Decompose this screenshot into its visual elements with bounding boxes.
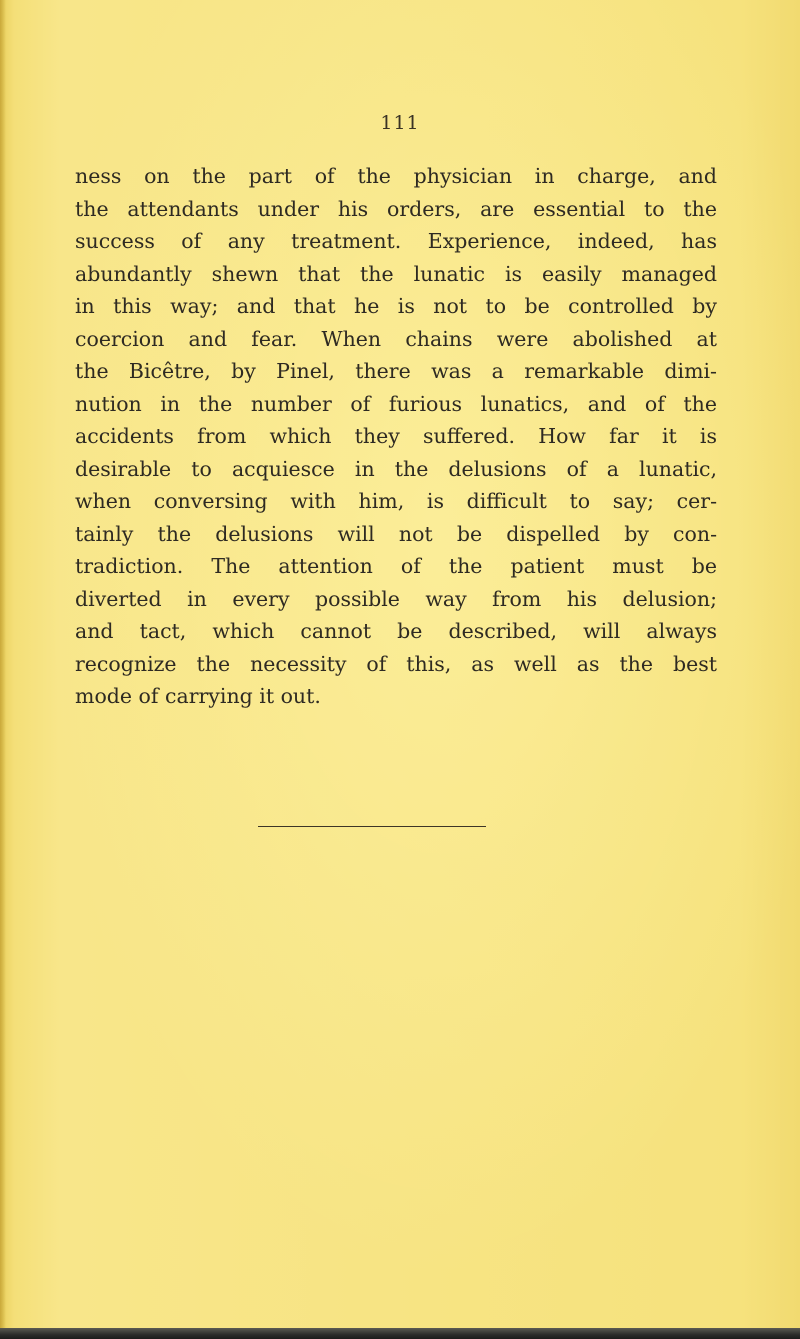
text-line: desirable to acquiesce in the delusions of a lunatic, bbox=[75, 456, 717, 481]
text-line: when conversing with him, is difficult to say; cer- bbox=[75, 489, 717, 513]
text-line: tainly the delusions will not be dispelled by con- bbox=[75, 521, 717, 546]
section-divider-rule bbox=[258, 826, 486, 827]
text-line: in this way; and that he is not to be controlled by bbox=[75, 294, 717, 318]
page-number: 111 bbox=[380, 112, 420, 134]
body-paragraph bbox=[75, 160, 717, 713]
text-line: tradiction. The attention of the patient must be bbox=[75, 554, 717, 578]
text-line: success of any treatment. Experience, indeed, has bbox=[75, 229, 717, 253]
text-line: nution in the number of furious lunatics, and of the bbox=[75, 391, 717, 416]
text-line: and tact, which cannot be described, will always bbox=[75, 619, 717, 643]
text-line: mode of carrying it out. bbox=[75, 684, 321, 708]
text-line: the attendants under his orders, are essential to the bbox=[75, 196, 717, 221]
text-line: abundantly shewn that the lunatic is easily managed bbox=[75, 261, 717, 286]
text-line: recognize the necessity of this, as well as the best bbox=[75, 651, 717, 676]
text-line: ness on the part of the physician in charge, and bbox=[75, 164, 717, 188]
page-gutter-shadow bbox=[0, 0, 6, 1339]
scan-bottom-edge bbox=[0, 1328, 800, 1339]
text-line: accidents from which they suffered. How far it is bbox=[75, 424, 717, 448]
text-line: the Bicêtre, by Pinel, there was a remarkable dimi- bbox=[75, 359, 717, 383]
text-line: coercion and fear. When chains were abolished at bbox=[75, 326, 717, 351]
text-line: diverted in every possible way from his delusion; bbox=[75, 586, 717, 611]
